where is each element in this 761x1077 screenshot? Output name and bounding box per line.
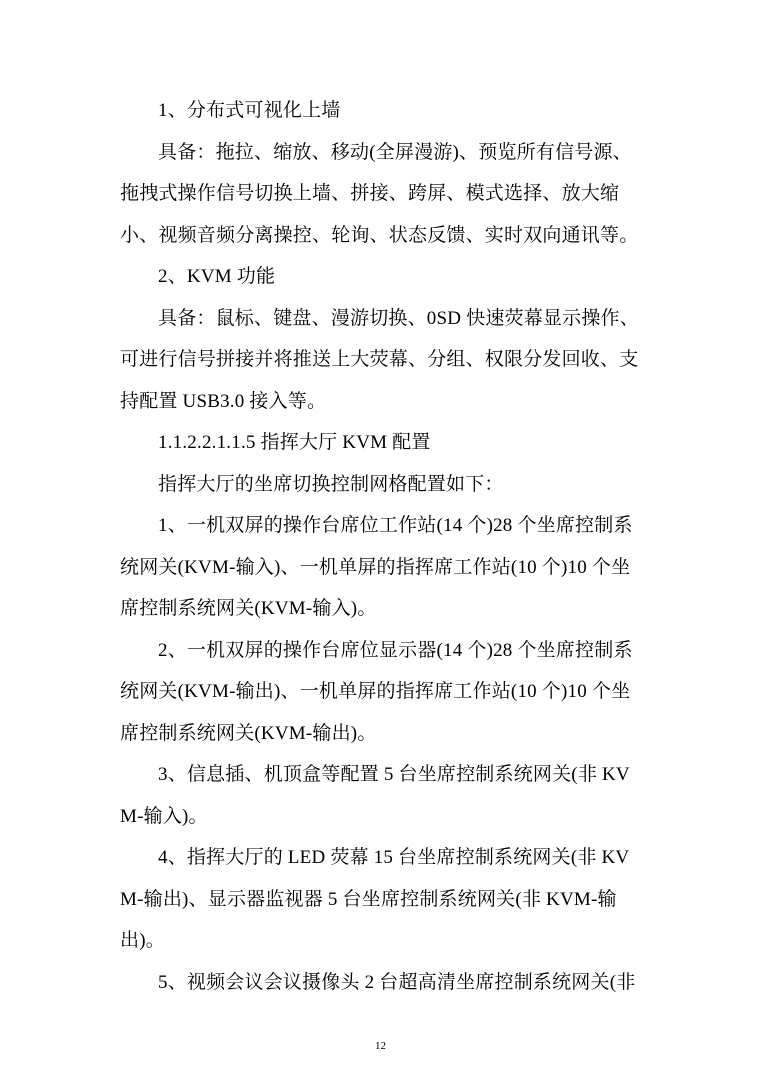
heading-kvm-function: 2、KVM 功能 (158, 266, 276, 287)
section-heading-command-hall-kvm: 1.1.2.2.1.1.5 指挥大厅 KVM 配置 (158, 432, 431, 453)
document-body (120, 90, 640, 1003)
paragraph-visualization-features: 具备：拖拉、缩放、移动(全屏漫游)、预览所有信号源、拖拽式操作信号切换上墙、拼接、跨屏、模式选择、放大缩小、视频音频分离操控、轮询、状态反馈、实时双向通讯等。 (120, 141, 639, 246)
list-item-2: 2、一机双屏的操作台席位显示器(14 个)28 个坐席控制系统网关(KVM-输出)、一机单屏的指挥席工作站(10 个)10 个坐席控制系统网关(KVM-输出)。 (120, 639, 633, 744)
list-item-5: 5、视频会议会议摄像头 2 台超高清坐席控制系统网关(非 (158, 971, 636, 993)
page-number: 12 (375, 1040, 386, 1052)
paragraph-kvm-features: 具备：鼠标、键盘、漫游切换、0SD 快速荧幕显示操作、可进行信号拼接并将推送上大荧幕、分组、权限分发回收、支持配置 USB3.0 接入等。 (120, 307, 639, 412)
paragraph-config-intro: 指挥大厅的坐席切换控制网格配置如下： (158, 473, 504, 495)
list-item-4: 4、指挥大厅的 LED 荧幕 15 台坐席控制系统网关(非 KVM-输出)、显示器监视器 5 台坐席控制系统网关(非 KVM-输出)。 (120, 847, 630, 951)
list-item-1: 1、一机双屏的操作台席位工作站(14 个)28 个坐席控制系统网关(KVM-输入)、一机单屏的指挥席工作站(10 个)10 个坐席控制系统网关(KVM-输入)。 (120, 515, 633, 619)
heading-distributed-visualization: 1、分布式可视化上墙 (158, 100, 341, 121)
list-item-3: 3、信息插、机顶盒等配置 5 台坐席控制系统网关(非 KVM-输入)。 (120, 764, 630, 827)
